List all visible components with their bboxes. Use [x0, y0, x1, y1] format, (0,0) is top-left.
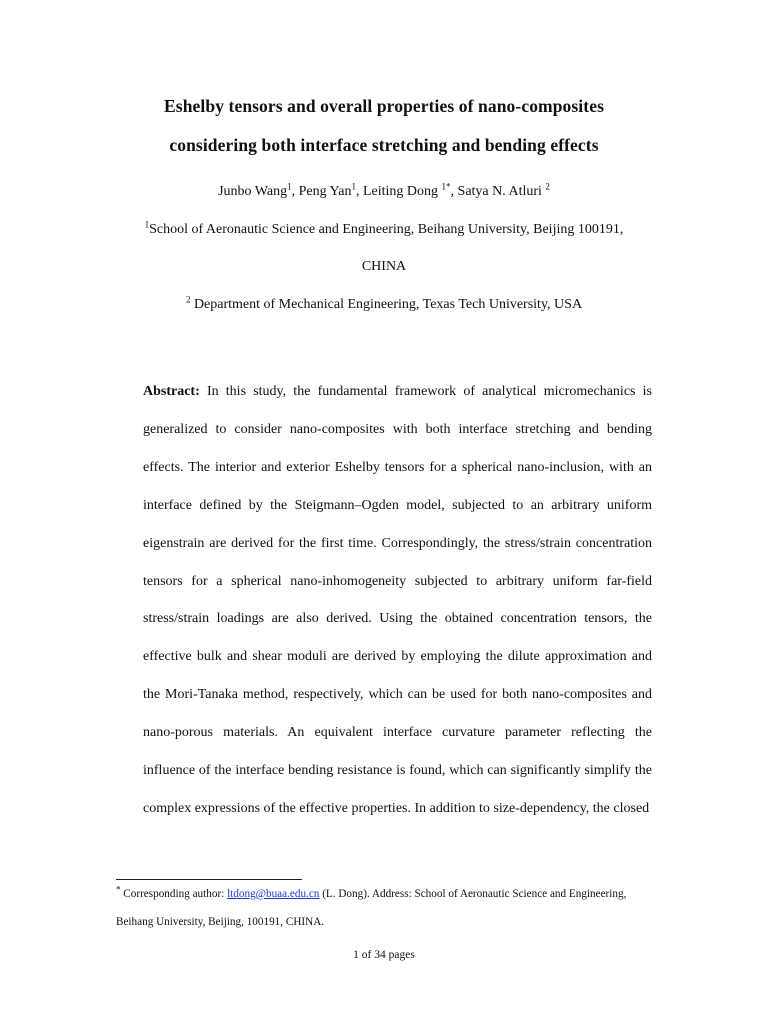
author-affiliation-mark: 1*: [441, 181, 451, 192]
affiliation-1-text: School of Aeronautic Science and Engineering, Beihang University, Beijing 100191,: [149, 222, 624, 237]
author-separator: ,: [355, 184, 363, 199]
author-name: Satya N. Atluri: [457, 184, 542, 199]
affiliation-1: [0, 219, 768, 238]
author-affiliation-mark: 2: [545, 181, 550, 192]
author-name: Junbo Wang: [218, 184, 288, 199]
affiliation-1-country: CHINA: [361, 259, 407, 274]
footnote: [116, 880, 676, 936]
author-affiliation-mark: 1: [287, 181, 292, 192]
footnote-marker: *: [116, 884, 121, 895]
abstract: [143, 373, 652, 828]
abstract-text: In this study, the fundamental framework of analytical micromechanics is generalized to consider nano-composites with both interface stretching and bending effects. The interior and exterior Eshelby tensors for a spherical nano-inclusion, with an interface defined by the Steigmann–Ogden model, subjected to an arbitrary uniform eigenstrain are derived for the first time. Correspondingly, the stress/strain concentration tensors for a spherical nano-inhomogeneity subjected to arbitrary uniform far-field stress/strain loadings are also derived. Using the obtained concentration tensors, the effective bulk and shear moduli are derived by employing the dilute approximation and the Mori-Tanaka method, respectively, which can be used for both nano-composites and nano-porous materials. An equivalent interface curvature parameter reflecting the influence of the interface bending resistance is found, which can significantly simplify the complex expressions of the effective properties. In addition to size-dependency, the closed: [143, 384, 653, 816]
affiliation-mark: 1: [144, 219, 150, 230]
footnote-prefix: Corresponding author:: [120, 888, 228, 900]
affiliation-2: [0, 294, 768, 313]
paper-title-line-1: Eshelby tensors and overall properties of nano-composites: [164, 96, 604, 116]
footnote-address: (L. Dong). Address: School of Aeronautic Science and Engineering,: [319, 888, 627, 900]
page-number: 1 of 34 pages: [353, 949, 415, 961]
author-affiliation-mark: 1: [351, 181, 356, 192]
author-list: [0, 181, 768, 200]
author-separator: ,: [450, 184, 458, 199]
affiliation-2-text: Department of Mechanical Engineering, Texas Tech University, USA: [190, 297, 583, 312]
affiliation-mark: 2: [185, 294, 191, 305]
author-name: Peng Yan: [298, 184, 352, 199]
paper-title-line-2: considering both interface stretching and bending effects: [169, 135, 599, 155]
author-separator: ,: [291, 184, 299, 199]
footnote-address-line-2: Beihang University, Beijing, 100191, CHINA.: [116, 916, 325, 928]
author-name: Leiting Dong: [362, 184, 439, 199]
corresponding-email-link[interactable]: ltdong@buaa.edu.cn: [227, 888, 320, 900]
abstract-label: Abstract:: [143, 384, 200, 399]
